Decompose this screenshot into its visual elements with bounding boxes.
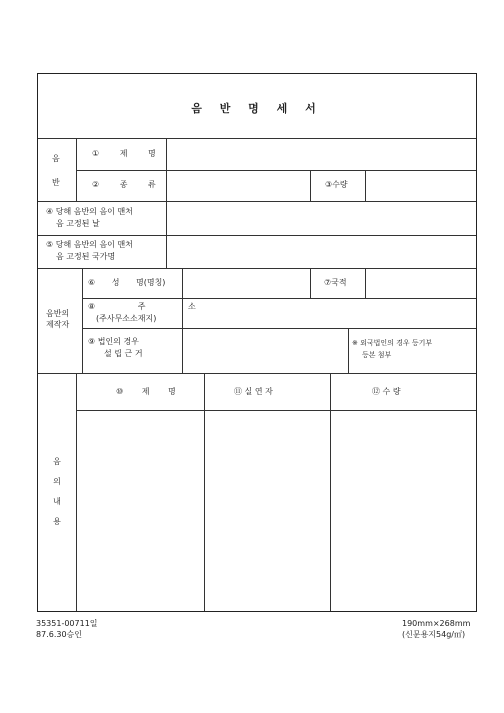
divider [365,170,366,201]
label-title: ① 제 명 [92,149,156,158]
divider [310,268,311,298]
approval-date: 87.6.30승인 [36,630,82,639]
label-fixed-date-line1: ④ 당해 음반의 음이 맨처 [46,207,133,216]
section-album-char: 음 [52,154,60,163]
paper-size: 190mm×268mm [402,619,471,628]
divider [310,170,311,201]
section-producer-line2: 제작자 [46,320,70,329]
divider [182,268,183,373]
corp-note-line1: ※ 외국법인의 경우 등기부 [352,339,433,347]
label-nationality: ⑦국적 [324,278,347,287]
label-corp-basis-line2: 설 립 근 거 [104,349,143,358]
column-header-performer: ⑪ 실 연 자 [234,387,273,396]
divider [76,410,476,411]
divider [82,298,476,299]
label-fixed-date-line2: 음 고정된 날 [56,219,100,228]
section-sound-char: 의 [53,477,61,486]
label-address-line1: ⑧ 주 소 [88,302,196,311]
column-header-quantity: ⑫ 수 량 [372,387,401,396]
label-fixed-country-line2: 음 고정된 국가명 [56,252,116,261]
section-sound-char: 음 [53,457,61,466]
label-name: ⑥ 성 명(명칭) [88,278,166,287]
form-frame [37,73,477,612]
form-number: 35351-00711일 [36,619,98,628]
label-type: ② 종 류 [92,180,156,189]
divider [82,268,83,373]
label-quantity: ③수량 [325,180,348,189]
divider [38,268,476,269]
label-corp-basis-line1: ⑨ 법인의 경우 [88,337,139,346]
divider [330,373,331,611]
divider [38,235,476,236]
divider [76,373,77,611]
paper-type: (신문용지54g/㎡) [402,630,466,639]
divider [76,170,476,171]
divider [82,328,476,329]
section-sound-char: 내 [53,497,61,506]
divider [166,138,167,268]
column-header-title: ⑩ 제 명 [116,387,176,396]
divider [204,373,205,611]
section-album-char: 반 [52,178,60,187]
divider [348,328,349,373]
divider [38,138,476,139]
divider [38,373,476,374]
label-fixed-country-line1: ⑤ 당해 음반의 음이 맨처 [46,240,133,249]
divider [365,268,366,298]
divider [38,201,476,202]
label-address-line2: (주사무소소재지) [96,314,157,323]
divider [76,138,77,201]
form-title: 음 반 명 세 서 [191,102,323,115]
corp-note-line2: 등본 첨부 [362,351,392,359]
section-sound-char: 용 [53,517,61,526]
section-producer-line1: 음반의 [46,309,70,318]
